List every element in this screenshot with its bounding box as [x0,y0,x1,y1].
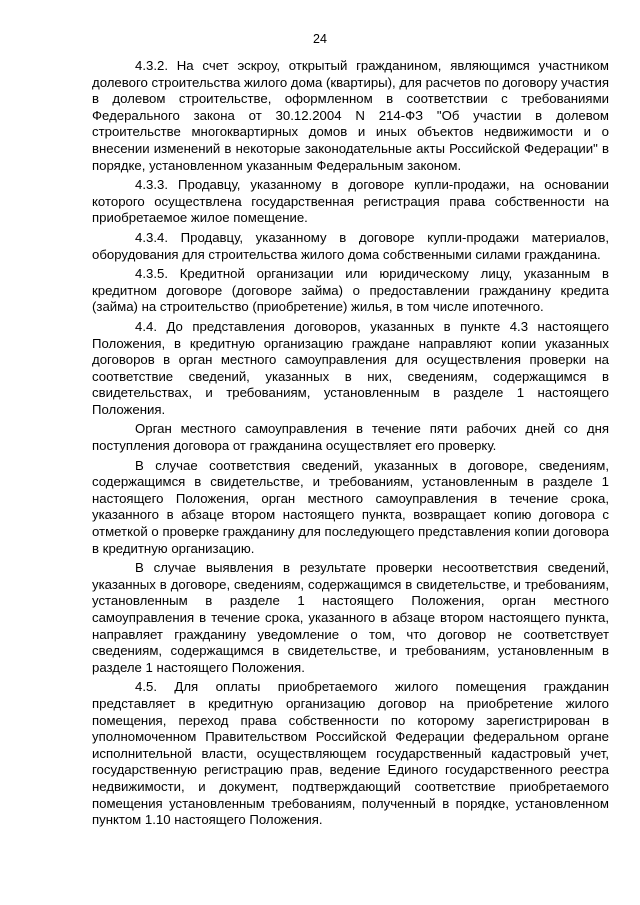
paragraph-4-5: 4.5. Для оплаты приобретаемого жилого помещения гражданин представляет в кредитную организацию договор на приобретение жилого помещения, переход права собственности по которому зарегистрирован в уполномоченном Правительством Российской Федерации федеральном органе исполнительной власти, осуществляющем государственный кадастровый учет, государственную регистрацию прав, ведение Единого государственного реестра недвижимости, и документ, подтверждающий соответствие приобретаемого помещения установленным требованиям, полученный в порядке, установленном пунктом 1.10 настоящего Положения. [92,679,609,828]
paragraph-4-3-5: 4.3.5. Кредитной организации или юридическому лицу, указанным в кредитном договоре (договоре займа) о предоставлении гражданину кредита (займа) на строительство (приобретение) жилья, в том числе ипотечного. [92,266,609,315]
paragraph-4-4-noncompliance: В случае выявления в результате проверки несоответствия сведений, указанных в договоре, сведениям, содержащимся в свидетельстве, и требованиям, установленным в разделе 1 настоящего Положения, орган местного самоуправления в течение срока, указанного в абзаце втором настоящего пункта, направляет гражданину уведомление о том, что договор не соответствует сведениям, содержащимся в свидетельстве, и требованиям, установленным в разделе 1 настоящего Положения. [92,560,609,675]
paragraph-4-4: 4.4. До представления договоров, указанных в пункте 4.3 настоящего Положения, в кредитную организацию граждане направляют копии указанных договоров в орган местного самоуправления для осуществления проверки на соответствие сведений, указанных в них, сведениям, содержащимся в свидетельствах, и требованиям, установленным в разделе 1 настоящего Положения. [92,318,609,417]
paragraph-4-3-3: 4.3.3. Продавцу, указанному в договоре купли-продажи, на основании которого осуществлена государственная регистрация права собственности на приобретаемое жилое помещение. [92,177,609,226]
paragraph-4-3-4: 4.3.4. Продавцу, указанному в договоре купли-продажи материалов, оборудования для строительства жилого дома собственными силами гражданина. [92,229,609,262]
document-body [92,58,609,829]
page-number: 24 [313,32,327,46]
paragraph-4-4-compliance: В случае соответствия сведений, указанных в договоре, сведениям, содержащимся в свидетельстве, и требованиям, установленным в разделе 1 настоящего Положения, орган местного самоуправления в течение срока, указанного в абзаце втором настоящего пункта, возвращает копию договора с отметкой о проверке гражданину для последующего представления копии договора в кредитную организацию. [92,457,609,556]
paragraph-4-4-review-period: Орган местного самоуправления в течение пяти рабочих дней со дня поступления договора от гражданина осуществляет его проверку. [92,421,609,454]
paragraph-4-3-2: 4.3.2. На счет эскроу, открытый гражданином, являющимся участником долевого строительства жилого дома (квартиры), для расчетов по договору участия в долевом строительстве, оформленном в соответствии с требованиями Федерального закона от 30.12.2004 N 214-ФЗ "Об участии в долевом строительстве многоквартирных домов и иных объектов недвижимости и о внесении изменений в некоторые законодательные акты Российской Федерации" в порядке, установленном указанным Федеральным законом. [92,58,609,173]
